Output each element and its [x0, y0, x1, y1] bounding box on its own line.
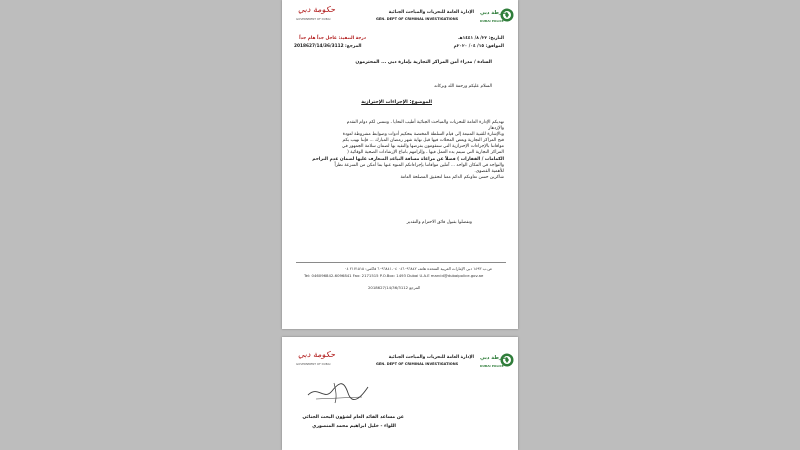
body-line: الكمامات / القفازات ) فضلاً عن مراعاة مسافة التباعد المتعارف عليها لضمان عدم التزاحم — [312, 156, 504, 162]
document-page-2 — [282, 337, 518, 450]
body-line: شاكرين حسن تعاونكم الدائم معنا لتحقيق المصلحة العامة — [400, 174, 504, 180]
body-line: تهديكم الإدارة العامة للتحريات والمباحث الجنائية أطيب التحايا ، وتتمنى لكم دوام التقدم — [346, 120, 504, 125]
gov-name-ar: حكومة دبي — [298, 350, 336, 359]
document-page-1 — [282, 0, 518, 329]
dubai-police-logo — [480, 6, 514, 26]
gov-name-en: GOVERNMENT OF DUBAI — [296, 17, 331, 21]
department-name-en: GEN. DEPT OF CRIMINAL INVESTIGATIONS — [376, 362, 459, 366]
police-name-en: DUBAI POLICE — [480, 364, 504, 368]
body-line: فتح المراكز التجارية وبعض المحلات فيها قبل نهاية شهر رمضان المبارك ... فإننا نهيب بكم — [342, 138, 504, 144]
classification-label: درجة التنفيذ: عاجل جداً هام جداً — [299, 36, 366, 41]
closing-line: وتفضلوا بقبول فائق الاحترام والتقدير — [406, 220, 472, 225]
body-line: للأهمية القصوى. — [474, 168, 504, 174]
addressee: السادة / مدراء أمن المراكز التجارية بإمارة دبي ... المحترمون — [355, 60, 492, 65]
footer-divider — [296, 262, 506, 263]
signatory-title: عن مساعد القائد العام لشؤون البحث الجنائي — [302, 415, 404, 420]
footer-address-ar: ص.ب ١٤٩٣ دبي الإمارات العربية المتحدة هاتف ٠٤٦٠٩٦٨٤٢ ٠٤-٦٠٩٦٨٤١ فاكس: ٢١٧١٥١٥ ٠٤ — [344, 266, 492, 271]
signatory-name: اللواء - خليل ابراهيم محمد المنصوري — [312, 424, 396, 429]
police-name-ar: شرطة دبي — [480, 355, 508, 361]
body-line: والإزدهار — [488, 126, 504, 132]
signature-icon — [304, 377, 374, 405]
body-line: المراكز التجارية التي سيتم بدء العمل فيها ، وإلزامهم باتباع الإرشادات الصحية الوقائية ( — [347, 150, 504, 156]
police-name-ar: شرطة دبي — [480, 10, 508, 16]
footer-address-en: Tel: 046096842-6096841 Fax: 2171515 P.O.Box: 1493 Dubai U.A.E marcid@dubaipolice.gov.ae — [304, 273, 484, 278]
handwritten-signature — [304, 377, 374, 405]
body-line: موافاتنا بالإجراءات الإحترازية التي ستقومون بفرضها والتقيد بها لضمان سلامة الجمهور في — [341, 144, 504, 150]
body-line: وبالإشارة للقنية المتبعة إلى قيام السلطة المختصة بتحكيم أدوات وضوابط مشروطة لعودة — [342, 132, 504, 138]
dubai-police-logo — [480, 351, 514, 371]
footer-reference: 2018627/14/36/3112 المرجع — [368, 285, 421, 290]
government-of-dubai-logo — [292, 5, 338, 25]
gov-name-en: GOVERNMENT OF DUBAI — [296, 362, 331, 366]
department-name-ar: الإدارة العامة للتحريات والمباحث الجنائية — [388, 10, 474, 15]
letter-body — [294, 120, 504, 181]
reference-number: المرجع: 2018627/14/36/3112 — [294, 44, 362, 49]
police-name-en: DUBAI POLICE — [480, 19, 504, 23]
department-name-ar: الإدارة العامة للتحريات والمباحث الجنائية — [388, 355, 474, 360]
date-gregorian: الموافق: ١٥/ ٠٤/ ٢٠٢٠م — [453, 44, 504, 49]
date-hijri: التاريخ: ٢٢/ ٨/ ١٤٤١هـ — [458, 36, 504, 41]
body-line: والتواجد في المكان الواحد ... آملين موافاتنا بإجراءاتكم المنوه عنها بما أمكن من السرعة نظراً — [334, 162, 504, 168]
greeting: السلام عليكم ورحمة الله وبركاته — [434, 84, 492, 89]
gov-name-ar: حكومة دبي — [298, 5, 336, 14]
department-name-en: GEN. DEPT OF CRIMINAL INVESTIGATIONS — [376, 17, 459, 21]
subject-line: الموضوع: الإجراءات الإحترازية — [361, 100, 432, 105]
government-of-dubai-logo — [292, 350, 338, 370]
